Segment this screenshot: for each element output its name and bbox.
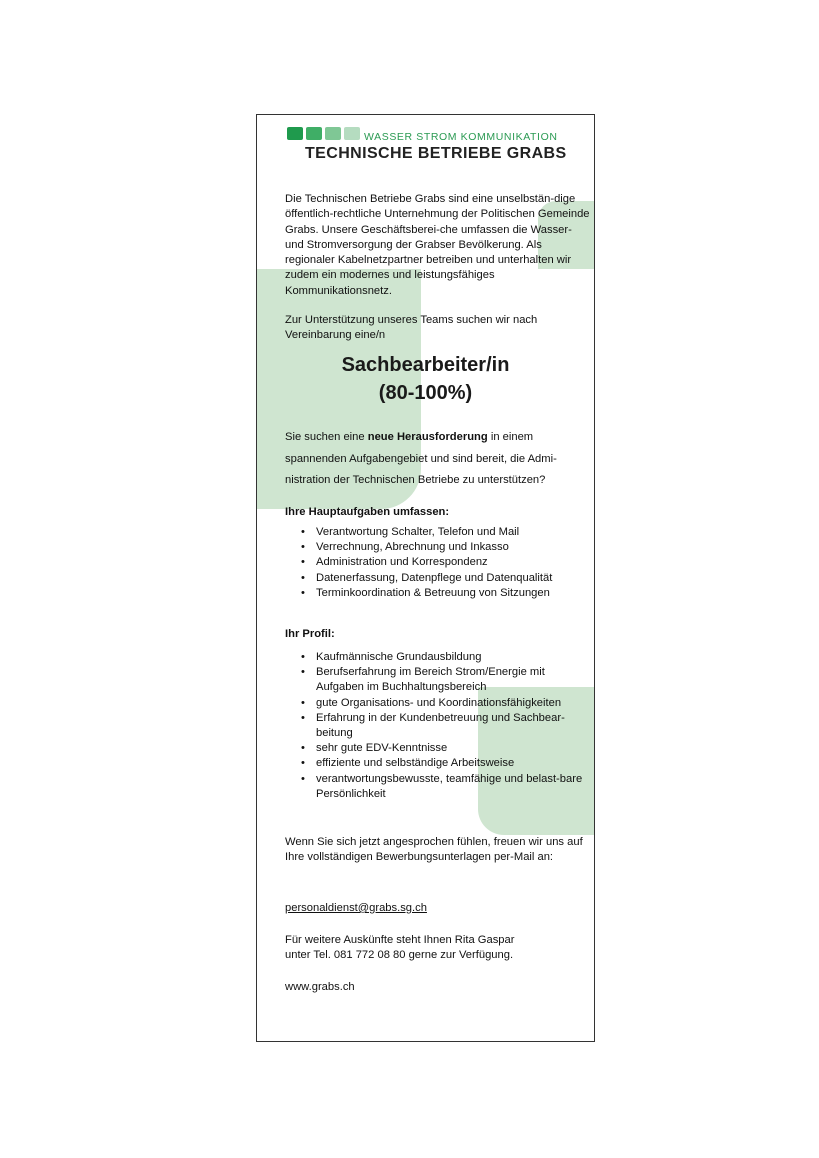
list-item: • sehr gute EDV-Kenntnisse xyxy=(285,741,591,756)
logo-tagline: WASSER STROM KOMMUNIKATION xyxy=(364,131,558,143)
job-title-block xyxy=(257,351,594,407)
logo-square-4 xyxy=(344,127,360,140)
list-item: • Datenerfassung, Datenpflege und Datenqualität xyxy=(285,571,591,586)
challenge-paragraph xyxy=(285,427,591,492)
search-paragraph: Zur Unterstützung unseres Teams suchen wir nach Vereinbarung eine/n xyxy=(285,314,538,342)
challenge-text-start: Sie suchen eine xyxy=(285,431,368,443)
list-item: • Verantwortung Schalter, Telefon und Mail xyxy=(285,525,591,540)
apply-paragraph: Wenn Sie sich jetzt angesprochen fühlen, freuen wir uns auf Ihre vollständigen Bewerbungsunterlagen per-Mail an: xyxy=(285,836,583,864)
logo-square-1 xyxy=(287,127,303,140)
list-item: • Administration und Korrespondenz xyxy=(285,555,591,570)
list-item: • verantwortungsbewusste, teamfähige und belast-bare Persönlichkeit xyxy=(285,772,591,802)
contact-info-line-1: Für weitere Auskünfte steht Ihnen Rita Gaspar xyxy=(285,934,515,946)
list-item: • effiziente und selbständige Arbeitsweise xyxy=(285,756,591,771)
list-item: • Erfahrung in der Kundenbetreuung und Sachbear-beitung xyxy=(285,711,591,741)
tasks-list xyxy=(285,525,591,601)
intro-paragraph: Die Technischen Betriebe Grabs sind eine unselbstän-dige öffentlich-rechtliche Unternehmung der Politischen Gemeinde Grabs. Unsere Geschäftsberei-che umfassen die Wasser- und Stromversorgung der Grabser Bevölkerung. Als regionaler Kabelnetzpartner betreiben und unterhalten wir zudem ein modernes und leistungsfähiges Kommunikationsnetz. xyxy=(285,193,590,297)
list-item: • Berufserfahrung im Bereich Strom/Energie mit Aufgaben im Buchhaltungsbereich xyxy=(285,665,591,695)
job-advertisement xyxy=(256,114,595,1042)
job-workload: (80-100%) xyxy=(378,382,473,404)
logo-squares-icon xyxy=(287,127,360,140)
job-title: Sachbearbeiter/in xyxy=(341,354,510,376)
contact-info xyxy=(285,933,591,964)
logo-square-3 xyxy=(325,127,341,140)
challenge-text-end: in einem spannenden Aufgabengebiet und sind bereit, die Admi-nistration der Technischen Betriebe zu unterstützen? xyxy=(285,431,557,486)
contact-info-line-2: unter Tel. 081 772 08 80 gerne zur Verfügung. xyxy=(285,949,514,962)
list-item: • Terminkoordination & Betreuung von Sitzungen xyxy=(285,586,591,601)
profile-list xyxy=(285,650,591,802)
company-name: TECHNISCHE BETRIEBE GRABS xyxy=(305,145,567,162)
website-link[interactable]: www.grabs.ch xyxy=(285,981,355,993)
email-link[interactable]: personaldienst@grabs.sg.ch xyxy=(285,902,427,914)
tasks-heading: Ihre Hauptaufgaben umfassen: xyxy=(285,506,450,518)
list-item: • Verrechnung, Abrechnung und Inkasso xyxy=(285,540,591,555)
list-item: • gute Organisations- und Koordinationsfähigkeiten xyxy=(285,696,591,711)
ad-content xyxy=(257,115,594,1041)
logo-square-2 xyxy=(306,127,322,140)
profile-heading: Ihr Profil: xyxy=(285,628,335,640)
list-item: • Kaufmännische Grundausbildung xyxy=(285,650,591,665)
challenge-text-bold: neue Herausforderung xyxy=(367,431,488,443)
